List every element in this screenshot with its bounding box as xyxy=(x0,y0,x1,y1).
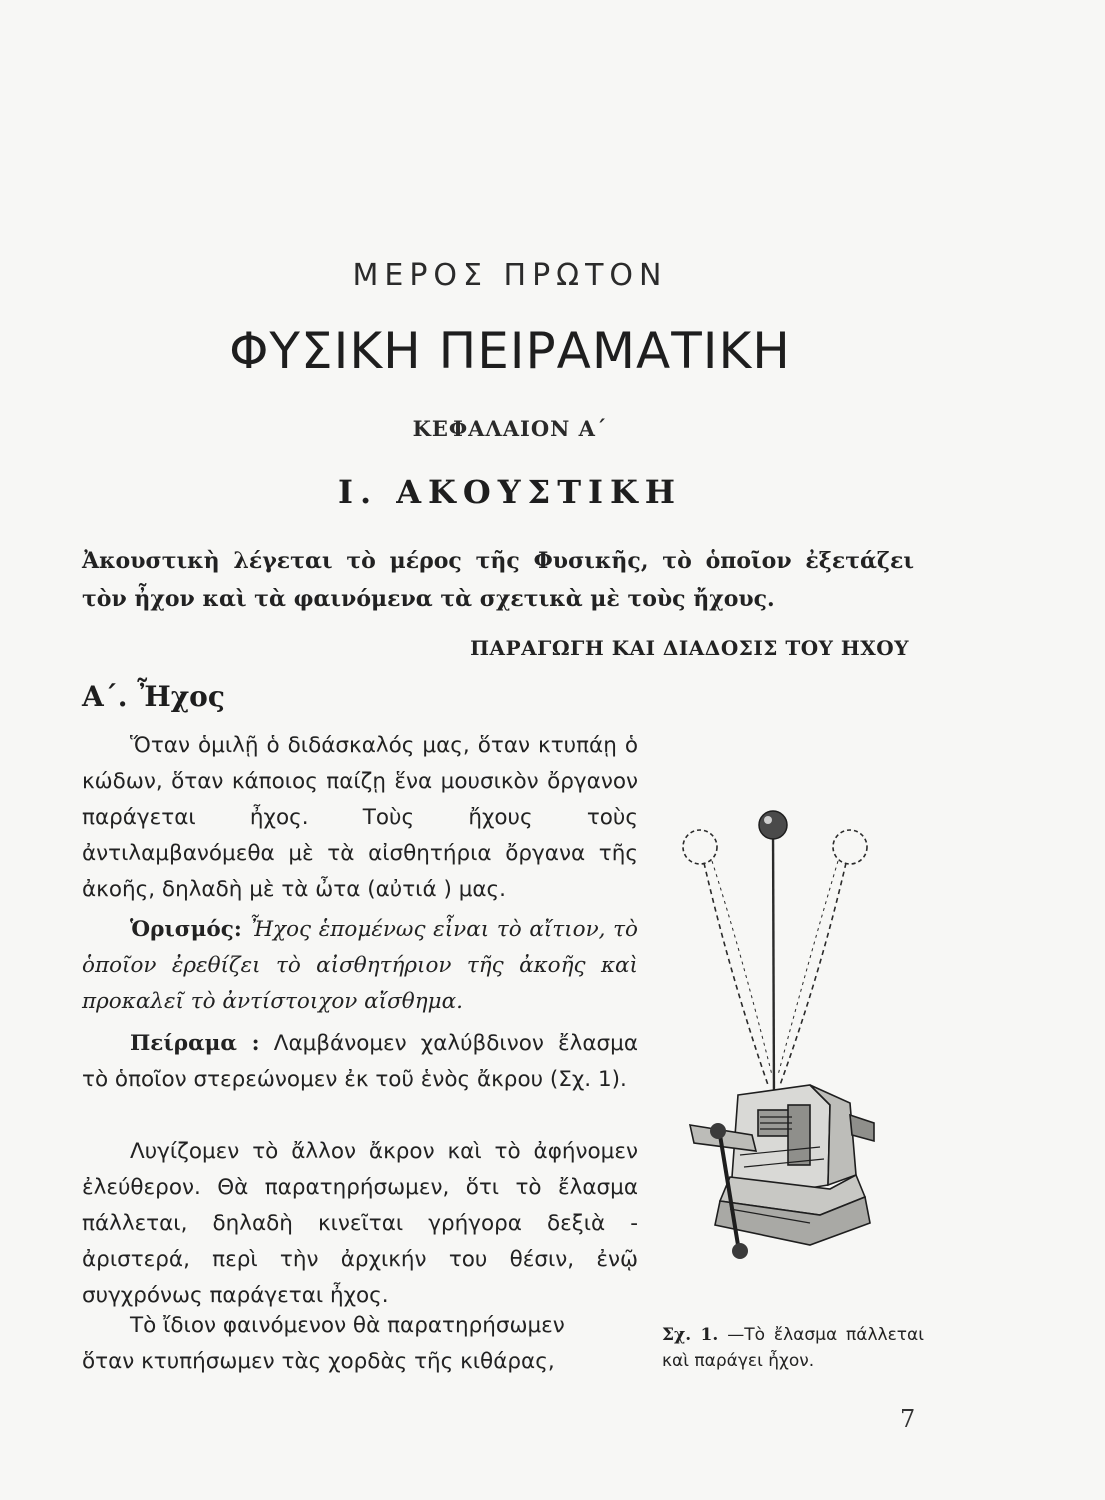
experiment-paragraph xyxy=(82,1026,638,1098)
figure-caption-label: Σχ. 1. xyxy=(662,1325,719,1345)
part-title: ΜΕΡΟΣ ΠΡΩΤΟΝ xyxy=(352,258,668,293)
definition-text: Ἦχος ἑπομένως εἶναι τὸ αἴτιον, τὸ ὁποῖον ἐρεθίζει τὸ αἰσθητήριον τῆς ἀκοῆς καὶ προκαλεῖ τὸ ἀντίστοιχον αἴσθημα. xyxy=(82,917,638,1014)
section-title: Ι. ΑΚΟΥΣΤΙΚΗ xyxy=(337,473,683,511)
experiment-label: Πείραμα : xyxy=(130,1031,260,1056)
intro-paragraph: Ἀκουστικὴ λέγεται τὸ μέρος τῆς Φυσικῆς, τὸ ὁποῖον ἐξετάζει τὸν ἦχον καὶ τὰ φαινόμενα τὰ σχετικὰ μὲ τοὺς ἤχους. xyxy=(82,548,914,612)
paragraph-guitar-line-1: Τὸ ἴδιον φαινόμενον θὰ παρατηρήσωμεν xyxy=(130,1313,565,1338)
paragraph-vibration: Λυγίζομεν τὸ ἄλλον ἄκρον καὶ τὸ ἀφήνομεν ἐλεύθερον. Θὰ παρατηρήσωμεν, ὅτι τὸ ἔλασμα πάλλεται, δηλαδὴ κινεῖται γρήγορα δεξιὰ - ἀριστερά, περὶ τὴν ἀρχικήν του θέσιν, ἐνῷ συγχρόνως παράγεται ἦχος. xyxy=(82,1139,638,1308)
page-number: 7 xyxy=(900,1405,916,1433)
figure-vibrating-blade-illustration xyxy=(660,805,890,1315)
definition-paragraph xyxy=(82,912,638,1020)
chapter-label: ΚΕΦΑΛΑΙΟΝ Α΄ xyxy=(412,416,608,441)
figure-caption-text: —Τὸ ἔλασμα πάλλεται καὶ παράγει ἦχον. xyxy=(662,1325,924,1371)
main-title: ΦΥΣΙΚΗ ΠΕΙΡΑΜΑΤΙΚΗ xyxy=(229,322,791,380)
experiment-text: Λαμβάνομεν χαλύβδινον ἔλασμα τὸ ὁποῖον στερεώνομεν ἐκ τοῦ ἑνὸς ἄκρου (Σχ. 1). xyxy=(82,1031,638,1092)
paragraph-heading: Α΄. Ἦχος xyxy=(82,680,225,713)
subheading: ΠΑΡΑΓΩΓΗ ΚΑΙ ΔΙΑΔΟΣΙΣ ΤΟΥ ΗΧΟΥ xyxy=(470,636,909,660)
paragraph-sound: Ὅταν ὁμιλῇ ὁ διδάσκαλός μας, ὅταν κτυπάῃ ὁ κώδων, ὅταν κάποιος παίζῃ ἕνα μουσικὸν ὄργανον παράγεται ἦχος. Τοὺς ἤχους τοὺς ἀντιλαμβανόμεθα μὲ τὰ αἰσθητήρια ὄργανα τῆς ἀκοῆς, δηλαδὴ μὲ τὰ ὦτα (αὐτιά ) μας. xyxy=(82,733,638,902)
paragraph-guitar-line-2: ὅταν κτυπήσωμεν τὰς χορδὰς τῆς κιθάρας, xyxy=(82,1349,555,1374)
definition-label: Ὁρισμός: xyxy=(130,917,242,942)
figure-caption xyxy=(662,1322,924,1374)
